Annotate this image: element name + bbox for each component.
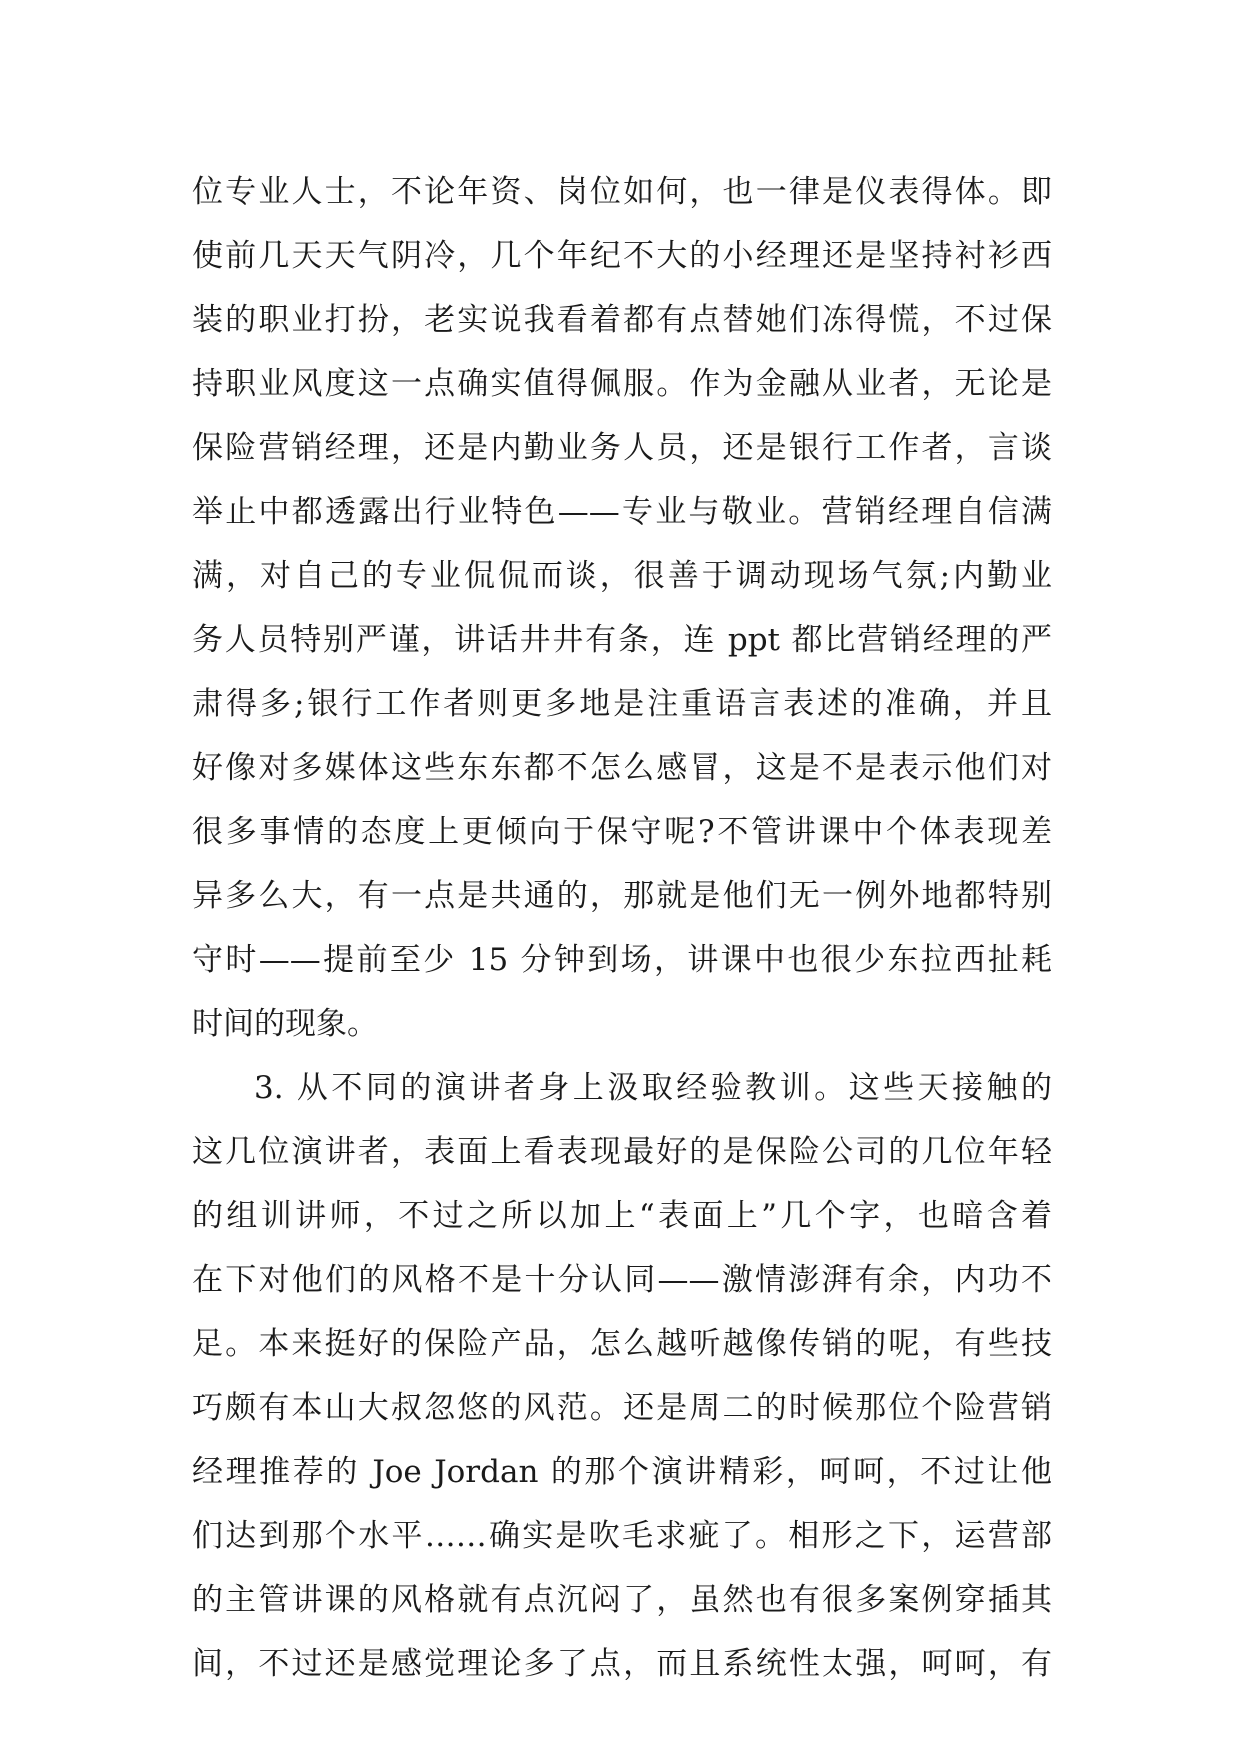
text-line: 好像对多媒体这些东东都不怎么感冒，这是不是表示他们对 [192,750,1052,786]
text-line: 时间的现象。 [192,1006,378,1042]
text-line: 异多么大，有一点是共通的，那就是他们无一例外地都特别 [192,878,1052,914]
text-line: 很多事情的态度上更倾向于保守呢?不管讲课中个体表现差 [192,814,1052,850]
text-line: 的主管讲课的风格就有点沉闷了，虽然也有很多案例穿插其 [192,1582,1052,1618]
text-line: 肃得多;银行工作者则更多地是注重语言表述的准确，并且 [192,686,1052,722]
text-line: 守时——提前至少 15 分钟到场，讲课中也很少东拉西扯耗 [192,942,1052,978]
text-line: 间，不过还是感觉理论多了点，而且系统性太强，呵呵，有 [192,1646,1052,1682]
text-line: 这几位演讲者，表面上看表现最好的是保险公司的几位年轻 [192,1134,1052,1170]
paragraph-2 [192,1056,1052,1696]
body-text [192,160,1052,1696]
text-line: 装的职业打扮，老实说我看着都有点替她们冻得慌，不过保 [192,302,1052,338]
text-line: 使前几天天气阴冷，几个年纪不大的小经理还是坚持衬衫西 [192,238,1052,274]
text-line: 满，对自己的专业侃侃而谈，很善于调动现场气氛;内勤业 [192,558,1052,594]
text-line: 举止中都透露出行业特色——专业与敬业。营销经理自信满 [192,494,1052,530]
text-line: 们达到那个水平……确实是吹毛求疵了。相形之下，运营部 [192,1518,1052,1554]
text-line: 3. 从不同的演讲者身上汲取经验教训。这些天接触的 [254,1070,1052,1106]
text-line: 经理推荐的 Joe Jordan 的那个演讲精彩，呵呵，不过让他 [192,1454,1052,1490]
text-line: 保险营销经理，还是内勤业务人员，还是银行工作者，言谈 [192,430,1052,466]
paragraph-1 [192,160,1052,1056]
text-line: 足。本来挺好的保险产品，怎么越听越像传销的呢，有些技 [192,1326,1052,1362]
text-line: 务人员特别严谨，讲话井井有条，连 ppt 都比营销经理的严 [192,622,1052,658]
text-line: 在下对他们的风格不是十分认同——激情澎湃有余，内功不 [192,1262,1052,1298]
text-line: 持职业风度这一点确实值得佩服。作为金融从业者，无论是 [192,366,1052,402]
text-line: 巧颇有本山大叔忽悠的风范。还是周二的时候那位个险营销 [192,1390,1052,1426]
text-line: 位专业人士，不论年资、岗位如何，也一律是仪表得体。即 [192,174,1052,210]
text-line: 的组训讲师，不过之所以加上“表面上”几个字，也暗含着 [192,1198,1052,1234]
